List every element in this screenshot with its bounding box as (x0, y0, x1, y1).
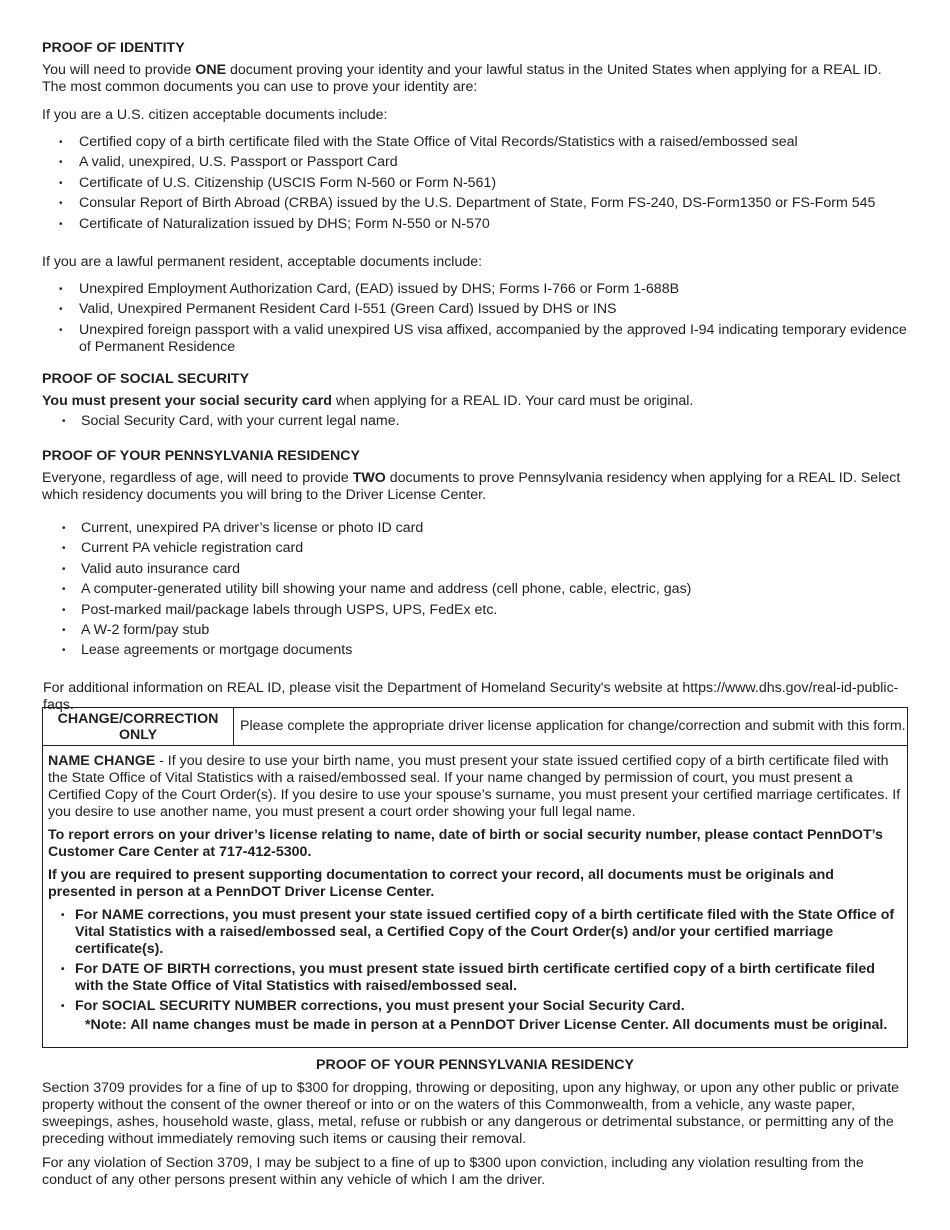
additional-info: For additional information on REAL ID, please visit the Department of Homeland Security's website at https://www.dhs.gov/real-id-public-faqs. (43, 680, 899, 713)
residency-heading: PROOF OF YOUR PENNSYLVANIA RESIDENCY (42, 448, 360, 464)
resident-document-list (42, 281, 908, 356)
list-item: • Post-marked mail/package labels through USPS, UPS, FedEx etc. (42, 602, 908, 622)
list-item: • For DATE OF BIRTH corrections, you must present state issued birth certificate certified copy of a birth certificate filed with the State Office of Vital Statistics with raised/embossed seal. (48, 961, 904, 995)
resident-intro: If you are a lawful permanent resident, acceptable documents include: (42, 254, 483, 270)
list-item: • Unexpired Employment Authorization Card, (EAD) issued by DHS; Forms I-766 or Form 1-688B (42, 281, 908, 301)
correction-header-row (43, 708, 907, 746)
social-intro-post: when applying for a REAL ID. Your card must be original. (331, 393, 694, 409)
name-change-text: - If you desire to use your birth name, you must present your state issued certified copy of a birth certificate filed with the State Office of Vital Statistics with a raised/embossed seal. If your name changed by permission of court, you must present a Certified Copy of the Court Order(s). If you desire to use your spouse’s surname, you must present your certified marriage certificates. If you desire to use another name, you must present a court order showing your full legal name. (48, 753, 901, 820)
list-item: • For NAME corrections, you must present your state issued certified copy of a birth certificate filed with the State Office of Vital Statistics with a raised/embossed seal, a Certified Copy of the Court Order(s) and/or your certified marriage certificate(s). (48, 907, 904, 958)
social-heading: PROOF OF SOCIAL SECURITY (42, 371, 250, 387)
list-item: • Certified copy of a birth certificate filed with the State Office of Vital Records/Statistics with a raised/embossed seal (42, 134, 908, 154)
list-item: • Consular Report of Birth Abroad (CRBA) issued by the U.S. Department of State, Form FS-240, DS-Form1350 or FS-Form 545 (42, 195, 908, 215)
social-intro-bold: You must present your social security card (42, 393, 332, 409)
correction-header-instructions: Please complete the appropriate driver license application for change/correction and submit with this form. (240, 718, 906, 734)
section-3709-paragraph-1: Section 3709 provides for a fine of up to $300 for dropping, throwing or depositing, upon any highway, or upon any other public or private property without the consent of the owner thereof or into or on the waters of this Commonwealth, from a vehicle, any waste paper, sweepings, ashes, household waste, glass, metal, refuse or rubbish or any dangerous or detrimental substance, or permitting any of the preceding without immediately removing such items or causing their removal. (42, 1080, 900, 1147)
section-3709-paragraph-2: For any violation of Section 3709, I may be subject to a fine of up to $300 upon conviction, including any violation resulting from the conduct of any other persons present within any vehicle of which I am the driver. (42, 1155, 864, 1188)
list-item: • Current PA vehicle registration card (42, 540, 908, 560)
identity-intro-bold: ONE (195, 62, 227, 78)
list-item: • Unexpired foreign passport with a valid unexpired US visa affixed, accompanied by the approved I-94 indicating temporary evidence of Permanent Residence (42, 322, 908, 356)
report-errors-paragraph: To report errors on your driver’s license relating to name, date of birth or social security number, please contact PennDOT’s Customer Care Center at 717-412-5300. (48, 827, 883, 860)
correction-note: *Note: All name changes must be made in person at a PennDOT Driver License Center. All documents must be original. (85, 1017, 888, 1033)
list-item: • A computer-generated utility bill showing your name and address (cell phone, cable, electric, gas) (42, 581, 908, 601)
social-intro (42, 393, 908, 410)
citizen-document-list (42, 134, 908, 236)
residency-intro-post: documents to prove Pennsylvania residency when applying for a REAL ID. Select which residency documents you will bring to the Driver License Center. (42, 470, 901, 503)
residency-intro-bold: TWO (352, 470, 386, 486)
residency-intro-pre: Everyone, regardless of age, will need to provide (42, 470, 353, 486)
correction-header-label: CHANGE/CORRECTION ONLY (43, 708, 234, 745)
list-item: • Valid auto insurance card (42, 561, 908, 581)
social-document-list (42, 413, 908, 433)
list-item: • Social Security Card, with your current legal name. (42, 413, 908, 433)
identity-heading: PROOF OF IDENTITY (42, 40, 185, 56)
list-item: • For SOCIAL SECURITY NUMBER corrections, you must present your Social Security Card. (48, 998, 904, 1015)
supporting-docs-paragraph: If you are required to present supporting documentation to correct your record, all documents must be originals and presented in person at a PennDOT Driver License Center. (48, 867, 834, 900)
citizen-intro: If you are a U.S. citizen acceptable documents include: (42, 107, 388, 123)
correction-body (48, 753, 904, 1040)
correction-requirements-list (48, 907, 904, 1015)
list-item: • Current, unexpired PA driver’s license or photo ID card (42, 520, 908, 540)
list-item: • Certificate of U.S. Citizenship (USCIS Form N-560 or Form N-561) (42, 175, 908, 195)
list-item: • A W-2 form/pay stub (42, 622, 908, 642)
section-3709-heading: PROOF OF YOUR PENNSYLVANIA RESIDENCY (316, 1057, 634, 1073)
residency-intro (42, 470, 908, 504)
list-item: • Valid, Unexpired Permanent Resident Card I-551 (Green Card) Issued by DHS or INS (42, 301, 908, 321)
name-change-label: NAME CHANGE (48, 753, 156, 769)
list-item: • Certificate of Naturalization issued by DHS; Form N-550 or N-570 (42, 216, 908, 236)
list-item: • A valid, unexpired, U.S. Passport or Passport Card (42, 154, 908, 174)
identity-intro-post: document proving your identity and your lawful status in the United States when applying for a REAL ID. The most common documents you can use to prove your identity are: (42, 62, 882, 95)
residency-document-list (42, 520, 908, 663)
identity-intro (42, 62, 908, 96)
identity-intro-pre: You will need to provide (42, 62, 196, 78)
correction-box (42, 707, 908, 1048)
name-change-paragraph (48, 753, 904, 821)
list-item: • Lease agreements or mortgage documents (42, 642, 908, 662)
